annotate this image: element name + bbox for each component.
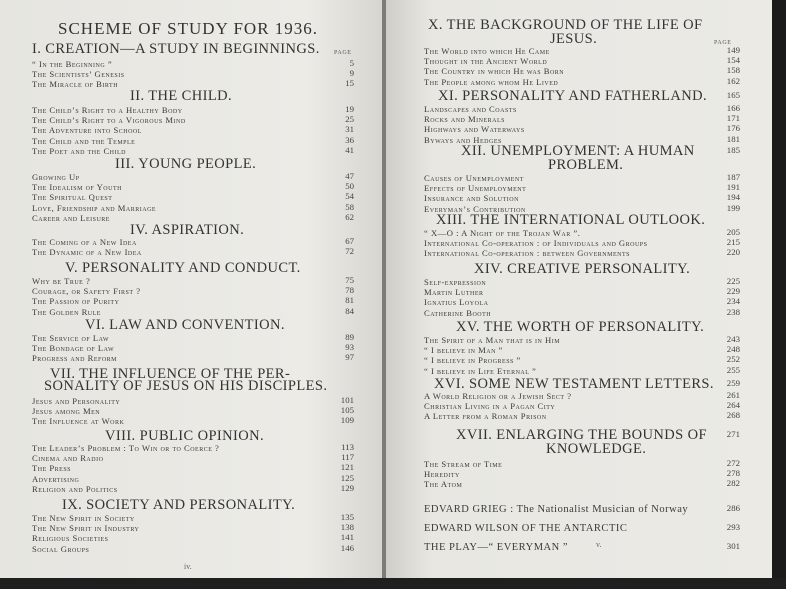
entry-page-number: 187 xyxy=(726,172,740,182)
entry-page-number: 252 xyxy=(726,354,740,365)
entry-page-number: 255 xyxy=(726,364,740,375)
section-heading: XV. THE WORTH OF PERSONALITY. xyxy=(456,319,705,335)
entry-page-number: 109 xyxy=(340,415,354,426)
contents-entry: The Adventure into School xyxy=(32,125,142,136)
contents-entry: EDVARD GRIEG : The Nationalist Musician of Norway xyxy=(424,503,689,515)
entry-page-number: 5 xyxy=(349,58,354,68)
section-heading: I. CREATION—A STUDY IN BEGINNINGS. xyxy=(32,41,320,57)
section-page-number: 271 xyxy=(726,429,740,439)
contents-entry: Effects of Unemployment xyxy=(424,183,527,194)
contents-entry: The Passion of Purity xyxy=(32,296,120,307)
contents-entry: The Bondage of Law xyxy=(32,343,115,354)
contents-entry: Self-expression xyxy=(424,277,487,287)
entry-page-number: 101 xyxy=(340,395,354,405)
contents-entry: Growing Up xyxy=(32,172,80,182)
entry-page-number: 171 xyxy=(726,113,740,124)
entry-page-number: 31 xyxy=(345,124,354,135)
page-column-label: PAGE xyxy=(714,40,732,46)
entry-page-number: 229 xyxy=(726,286,740,297)
bottom-shadow xyxy=(0,578,786,589)
contents-entry: “ I believe in Progress ” xyxy=(424,355,521,366)
section-heading: II. THE CHILD. xyxy=(130,88,232,104)
entry-page-number: 117 xyxy=(341,452,354,463)
contents-entry: The New Spirit in Society xyxy=(32,513,135,523)
entry-page-number: 220 xyxy=(726,247,740,258)
right-page xyxy=(386,0,772,589)
contents-entry: Everyman’s Contribution xyxy=(424,203,526,214)
entry-page-number: 36 xyxy=(345,134,354,145)
entry-page-number: 84 xyxy=(345,305,354,316)
section-heading: XIV. CREATIVE PERSONALITY. xyxy=(474,261,691,277)
entry-page-number: 162 xyxy=(726,75,740,86)
page-column-label: PAGE xyxy=(334,50,352,56)
entry-page-number: 47 xyxy=(345,171,354,181)
section-heading: XVII. ENLARGING THE BOUNDS OF xyxy=(456,427,707,443)
contents-entry: “ I believe in Man ” xyxy=(424,345,503,356)
contents-entry: The Leader’s Problem : To Win or to Coerce ? xyxy=(32,443,220,453)
entry-page-number: 149 xyxy=(726,45,740,55)
entry-page-number: 205 xyxy=(726,227,740,237)
page-title: SCHEME OF STUDY FOR 1936. xyxy=(58,19,319,38)
entry-page-number: 135 xyxy=(340,512,354,522)
entry-page-number: 248 xyxy=(726,344,740,355)
contents-entry: “ I believe in Life Eternal ” xyxy=(424,365,537,376)
entry-page-number: 50 xyxy=(345,181,354,192)
contents-entry: The Scientists’ Genesis xyxy=(32,69,125,80)
entry-page-number: 121 xyxy=(340,462,354,473)
entry-page-number: 293 xyxy=(726,521,740,532)
contents-entry: Advertising xyxy=(32,473,80,484)
contents-entry: The Stream of Time xyxy=(424,459,503,469)
entry-page-number: 75 xyxy=(345,275,354,285)
entry-page-number: 97 xyxy=(345,352,354,363)
entry-page-number: 141 xyxy=(340,532,354,543)
contents-entry: The Miracle of Birth xyxy=(32,79,119,90)
contents-entry: Career and Leisure xyxy=(32,212,110,223)
contents-entry: Insurance and Solution xyxy=(424,193,519,204)
contents-entry: Jesus and Personality xyxy=(32,396,121,406)
contents-entry: The Child and the Temple xyxy=(32,135,136,146)
contents-entry: The Poet and the Child xyxy=(32,145,127,156)
entry-page-number: 272 xyxy=(726,458,740,468)
section-heading-continued: SONALITY OF JESUS ON HIS DISCIPLES. xyxy=(44,378,328,394)
section-heading-continued: JESUS. xyxy=(550,31,598,47)
contents-entry: A World Religion or a Jewish Sect ? xyxy=(424,391,572,401)
contents-entry: EDWARD WILSON OF THE ANTARCTIC xyxy=(424,522,628,534)
contents-entry: The New Spirit in Industry xyxy=(32,523,140,534)
section-heading: IX. SOCIETY AND PERSONALITY. xyxy=(62,497,296,513)
entry-page-number: 191 xyxy=(726,182,740,193)
section-heading: IV. ASPIRATION. xyxy=(130,222,245,238)
section-heading: V. PERSONALITY AND CONDUCT. xyxy=(65,260,301,276)
contents-entry: The Child’s Right to a Healthy Body xyxy=(32,105,183,115)
entry-page-number: 72 xyxy=(345,246,354,257)
contents-entry: Religion and Politics xyxy=(32,483,118,494)
section-heading: XI. PERSONALITY AND FATHERLAND. xyxy=(438,88,707,104)
section-heading: VIII. PUBLIC OPINION. xyxy=(105,428,265,444)
contents-entry: Progress and Reform xyxy=(32,353,117,364)
contents-entry: Ignatius Loyola xyxy=(424,297,489,308)
page-folio: v. xyxy=(596,540,602,549)
contents-entry: The Coming of a New Idea xyxy=(32,237,137,247)
entry-page-number: 234 xyxy=(726,296,740,307)
contents-entry: Causes of Unemployment xyxy=(424,173,524,183)
entry-page-number: 215 xyxy=(726,237,740,248)
entry-page-number: 113 xyxy=(341,442,354,452)
contents-entry: International Co-operation : of Individuals and Groups xyxy=(424,238,648,249)
section-heading: XVI. SOME NEW TESTAMENT LETTERS. xyxy=(434,376,714,392)
contents-entry: Rocks and Minerals xyxy=(424,114,506,125)
section-heading: VI. LAW AND CONVENTION. xyxy=(85,317,285,333)
contents-entry: Love, Friendship and Marriage xyxy=(32,202,157,213)
section-heading: XIII. THE INTERNATIONAL OUTLOOK. xyxy=(436,212,706,228)
entry-page-number: 199 xyxy=(726,202,740,213)
contents-entry: Highways and Waterways xyxy=(424,124,525,135)
section-heading-continued: PROBLEM. xyxy=(548,157,624,173)
contents-entry: Social Groups xyxy=(32,543,90,554)
contents-entry: The Country in which He was Born xyxy=(424,66,565,77)
contents-entry: “ X—O : A Night of the Trojan War ”. xyxy=(424,228,581,238)
entry-page-number: 125 xyxy=(340,472,354,483)
contents-entry: Heredity xyxy=(424,469,460,480)
contents-entry: Thought in the Ancient World xyxy=(424,56,548,67)
contents-entry: THE PLAY—“ EVERYMAN ” xyxy=(424,542,568,553)
contents-entry: Religious Societies xyxy=(32,533,109,544)
entry-page-number: 62 xyxy=(345,211,354,222)
contents-entry: Courage, or Safety First ? xyxy=(32,286,141,297)
section-heading: III. YOUNG PEOPLE. xyxy=(115,156,257,172)
contents-entry: The Service of Law xyxy=(32,333,110,343)
entry-page-number: 41 xyxy=(345,144,354,155)
entry-page-number: 25 xyxy=(345,114,354,125)
contents-entry: The Golden Rule xyxy=(32,306,101,317)
contents-entry: The Child’s Right to a Vigorous Mind xyxy=(32,115,186,126)
entry-page-number: 286 xyxy=(726,502,740,513)
contents-entry: Christian Living in a Pagan City xyxy=(424,401,556,412)
contents-entry: International Co-operation : between Governments xyxy=(424,248,630,259)
entry-page-number: 264 xyxy=(726,400,740,411)
entry-page-number: 78 xyxy=(345,285,354,296)
contents-entry: Catherine Booth xyxy=(424,307,492,318)
page-folio: iv. xyxy=(184,562,192,571)
contents-entry: The World into which He Came xyxy=(424,46,550,56)
left-page xyxy=(0,0,384,589)
entry-page-number: 243 xyxy=(726,334,740,344)
entry-page-number: 261 xyxy=(726,390,740,400)
contents-entry: A Letter from a Roman Prison xyxy=(424,411,547,422)
contents-entry: “ In the Beginning ” xyxy=(32,59,113,69)
entry-page-number: 138 xyxy=(340,522,354,533)
contents-entry: Martin Luther xyxy=(424,287,484,298)
section-heading: VII. THE INFLUENCE OF THE PER- xyxy=(50,366,291,382)
entry-page-number: 268 xyxy=(726,410,740,421)
contents-entry: Byways and Hedges xyxy=(424,134,502,145)
entry-page-number: 282 xyxy=(726,478,740,489)
section-page-number: 259 xyxy=(726,378,740,388)
entry-page-number: 225 xyxy=(726,276,740,286)
entry-page-number: 54 xyxy=(345,191,354,202)
entry-page-number: 194 xyxy=(726,192,740,203)
entry-page-number: 238 xyxy=(726,306,740,317)
entry-page-number: 93 xyxy=(345,342,354,353)
contents-entry: Landscapes and Coasts xyxy=(424,104,517,114)
contents-entry: Why be True ? xyxy=(32,276,91,286)
section-page-number: 185 xyxy=(726,145,740,155)
entry-page-number: 67 xyxy=(345,236,354,246)
entry-page-number: 9 xyxy=(349,68,354,79)
entry-page-number: 15 xyxy=(345,78,354,89)
entry-page-number: 181 xyxy=(726,133,740,144)
contents-entry: The Atom xyxy=(424,479,463,490)
entry-page-number: 166 xyxy=(726,103,740,113)
section-page-number: 165 xyxy=(726,90,740,100)
entry-page-number: 129 xyxy=(340,482,354,493)
entry-page-number: 58 xyxy=(345,201,354,212)
entry-page-number: 19 xyxy=(345,104,354,114)
section-heading: XII. UNEMPLOYMENT: A HUMAN xyxy=(461,143,695,159)
section-heading: X. THE BACKGROUND OF THE LIFE OF xyxy=(428,17,703,33)
entry-page-number: 146 xyxy=(340,542,354,553)
contents-entry: The Dynamic of a New Idea xyxy=(32,247,142,258)
entry-page-number: 81 xyxy=(345,295,354,306)
contents-entry: The People among whom He Lived xyxy=(424,76,559,87)
page-edge xyxy=(772,0,786,589)
entry-page-number: 176 xyxy=(726,123,740,134)
entry-page-number: 89 xyxy=(345,332,354,342)
entry-page-number: 105 xyxy=(340,405,354,416)
contents-entry: The Influence at Work xyxy=(32,416,125,427)
contents-entry: The Spiritual Quest xyxy=(32,192,113,203)
contents-entry: Cinema and Radio xyxy=(32,453,104,464)
contents-entry: Jesus among Men xyxy=(32,406,101,417)
entry-page-number: 154 xyxy=(726,55,740,66)
contents-entry: The Press xyxy=(32,463,72,474)
section-heading-continued: KNOWLEDGE. xyxy=(546,441,647,457)
entry-page-number: 158 xyxy=(726,65,740,76)
entry-page-number: 278 xyxy=(726,468,740,479)
entry-page-number: 301 xyxy=(726,541,740,551)
contents-entry: The Spirit of a Man that is in Him xyxy=(424,335,561,345)
contents-entry: The Idealism of Youth xyxy=(32,182,122,193)
